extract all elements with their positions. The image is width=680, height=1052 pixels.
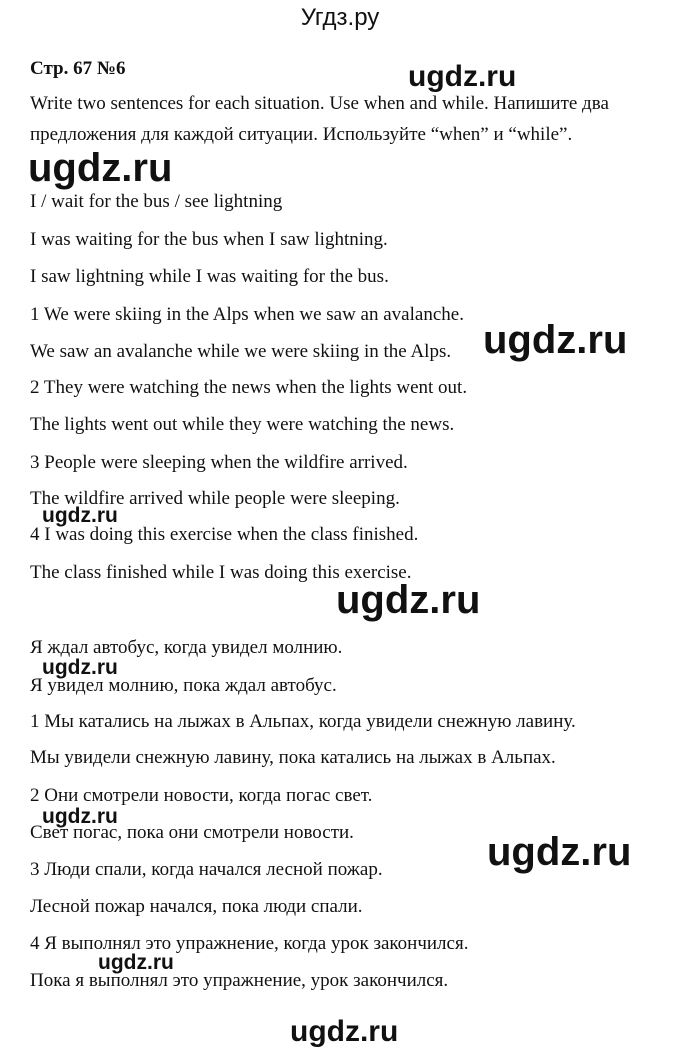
site-title: Угдз.ру xyxy=(300,4,380,31)
watermark: ugdz.ru xyxy=(28,146,173,190)
answer-when-en: 4 I was doing this exercise when the class finished. xyxy=(30,524,419,545)
answer-when-ru: 4 Я выполнял это упражнение, когда урок закончился. xyxy=(30,933,469,954)
watermark: ugdz.ru xyxy=(408,60,517,93)
answer-while-en: The wildfire arrived while people were sleeping. xyxy=(30,488,400,509)
watermark: ugdz.ru xyxy=(290,1015,399,1048)
answer-while-ru: Свет погас, пока они смотрели новости. xyxy=(30,822,354,843)
answer-when-ru: 1 Мы катались на лыжах в Альпах, когда увидели снежную лавину. xyxy=(30,711,576,732)
answer-when-en: 1 We were skiing in the Alps when we saw an avalanche. xyxy=(30,304,464,325)
answer-when-en: 3 People were sleeping when the wildfire arrived. xyxy=(30,452,408,473)
answer-when-ru: 3 Люди спали, когда начался лесной пожар. xyxy=(30,859,383,880)
answer-when-ru: 2 Они смотрели новости, когда погас свет. xyxy=(30,785,373,806)
watermark: ugdz.ru xyxy=(42,504,118,527)
example-while-en: I saw lightning while I was waiting for the bus. xyxy=(30,266,389,287)
example-prompt: I / wait for the bus / see lightning xyxy=(30,191,283,212)
watermark: ugdz.ru xyxy=(487,830,632,874)
answer-while-en: We saw an avalanche while we were skiing in the Alps. xyxy=(30,341,452,362)
answer-while-en: The lights went out while they were watching the news. xyxy=(30,414,455,435)
example-when-en: I was waiting for the bus when I saw lightning. xyxy=(30,229,388,250)
watermark: ugdz.ru xyxy=(42,805,118,828)
watermark: ugdz.ru xyxy=(98,951,174,974)
instruction-line-2: предложения для каждой ситуации. Используйте “when” и “while”. xyxy=(30,124,573,145)
answer-when-en: 2 They were watching the news when the lights went out. xyxy=(30,377,468,398)
answer-while-ru: Мы увидели снежную лавину, пока катались на лыжах в Альпах. xyxy=(30,747,556,768)
example-while-ru: Я увидел молнию, пока ждал автобус. xyxy=(30,675,337,696)
answer-while-en: The class finished while I was doing this exercise. xyxy=(30,562,412,583)
watermark: ugdz.ru xyxy=(336,578,481,622)
answer-while-ru: Лесной пожар начался, пока люди спали. xyxy=(30,896,363,917)
page-heading: Стр. 67 №6 xyxy=(30,58,126,79)
answer-while-ru: Пока я выполнял это упражнение, урок закончился. xyxy=(30,970,449,991)
watermark: ugdz.ru xyxy=(483,318,628,362)
instruction-line-1: Write two sentences for each situation. Use when and while. Напишите два xyxy=(30,93,609,114)
example-when-ru: Я ждал автобус, когда увидел молнию. xyxy=(30,637,343,658)
watermark: ugdz.ru xyxy=(42,656,118,679)
